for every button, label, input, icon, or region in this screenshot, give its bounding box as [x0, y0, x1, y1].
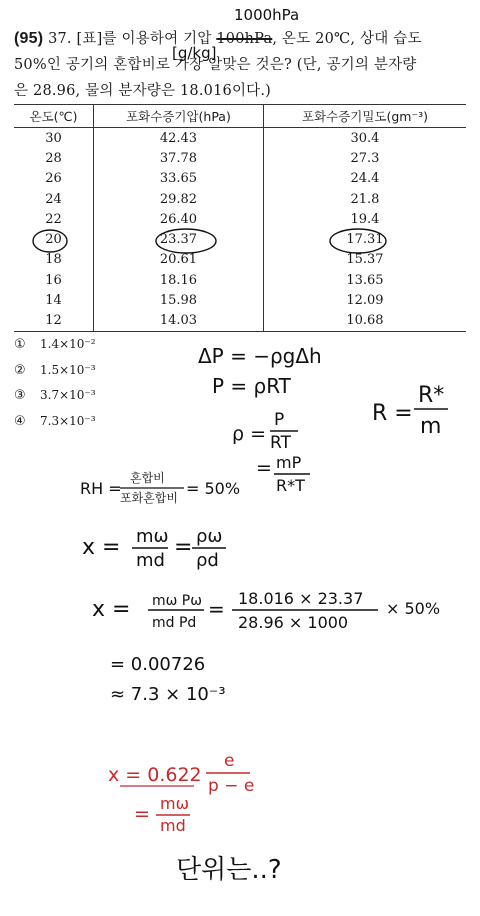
cell-vapor-pressure: 23.37 — [94, 229, 264, 249]
note-red2-num: mω — [160, 794, 189, 813]
cell-vapor-pressure: 29.82 — [94, 189, 264, 209]
note-x-lhs: x = — [82, 535, 121, 560]
question-text-part: , 온도 20℃, 상대 습도 — [272, 31, 422, 47]
note-result: = 0.00726 — [110, 654, 206, 675]
choice-marker: ④ — [14, 413, 26, 429]
note-red-formula: x = 0.622 — [108, 764, 202, 786]
cell-vapor-density: 15.37 — [263, 250, 466, 270]
note-rho2-num: mP — [276, 453, 302, 472]
choice-text: 1.5×10⁻³ — [40, 362, 96, 377]
struck-pressure: 100hPa — [216, 31, 273, 47]
cell-vapor-density: 30.4 — [263, 128, 466, 149]
cell-temperature: 26 — [45, 171, 62, 187]
note-x2-den2: 28.96 × 1000 — [238, 613, 349, 632]
question-text-part: 37. [표]를 이용하여 기압 — [48, 31, 217, 47]
cell-temperature: 30 — [45, 130, 62, 146]
note-x-eq: = — [174, 535, 193, 560]
note-gas-law: P = ρRT — [212, 374, 291, 398]
note-rh-rhs: = 50% — [186, 479, 241, 498]
circle-pressure-2337 — [156, 229, 216, 253]
note-rh-lhs: RH = — [80, 479, 122, 498]
cell-vapor-pressure: 33.65 — [94, 169, 264, 189]
note-r-den: m — [420, 414, 442, 439]
cell-temperature: 12 — [14, 311, 94, 332]
note-x-num1: mω — [136, 526, 169, 547]
note-r-num: R* — [418, 383, 445, 408]
question-line-2: 50%인 공기의 혼합비로 가장 알맞은 것은? (단, 공기의 분자량 — [14, 57, 417, 73]
note-x-num2: ρω — [196, 526, 223, 547]
cell-vapor-density: 12.09 — [263, 290, 466, 310]
choice-marker: ① — [14, 337, 26, 352]
cell-vapor-pressure: 37.78 — [94, 148, 264, 168]
note-hydrostatic: ΔP = −ρgΔh — [198, 344, 322, 368]
note-r-lhs: R = — [372, 401, 413, 426]
cell-vapor-density: 21.8 — [263, 189, 466, 209]
cell-vapor-density: 10.68 — [263, 311, 466, 332]
note-rh-den: 포화혼합비 — [120, 491, 178, 505]
note-rho-den: RT — [270, 433, 291, 453]
note-x-den2: ρd — [196, 550, 219, 571]
cell-vapor-density: 27.3 — [263, 148, 466, 168]
header-vapor-density: 포화수증기밀도(gm⁻³) — [263, 105, 466, 128]
cell-temperature: 22 — [45, 211, 62, 227]
header-temperature: 온도(℃) — [14, 105, 94, 128]
note-units-question: 단위는..? — [176, 855, 282, 885]
cell-vapor-pressure: 14.03 — [94, 311, 264, 332]
choice-text: 1.4×10⁻² — [40, 337, 96, 351]
note-x2-lhs: x = — [92, 597, 131, 622]
note-rh-num: 혼합비 — [130, 471, 165, 485]
choice-marker: ③ — [14, 388, 26, 403]
cell-vapor-density: 19.4 — [263, 209, 466, 229]
note-approx: ≈ 7.3 × 10⁻³ — [110, 684, 226, 705]
circle-density-1731 — [330, 229, 386, 253]
note-red-den: p − e — [208, 776, 255, 796]
circle-temperature-20 — [33, 230, 67, 252]
header-vapor-pressure: 포화수증기압(hPa) — [94, 105, 264, 128]
choice-text: 3.7×10⁻³ — [40, 388, 96, 402]
cell-temperature: 20 — [45, 232, 62, 248]
cell-vapor-density: 13.65 — [263, 270, 466, 290]
note-x2-den1: md Pd — [152, 615, 197, 631]
cell-vapor-density: 24.4 — [263, 169, 466, 189]
cell-temperature: 24 — [45, 191, 62, 207]
note-red2-den: md — [160, 816, 186, 835]
note-rho2-lhs: = — [256, 457, 272, 479]
note-x2-mult: × 50% — [386, 599, 441, 618]
question-number: (95) — [14, 30, 44, 47]
note-x2-num1: mω Pω — [152, 593, 202, 609]
note-x-den1: md — [136, 550, 165, 571]
cell-vapor-pressure: 18.16 — [94, 270, 264, 290]
note-rho-num: P — [274, 410, 285, 430]
note-unit: [g/kg] — [172, 44, 217, 62]
note-rho-lhs: ρ = — [232, 423, 267, 445]
note-rho2-den: R*T — [276, 476, 305, 495]
note-red-num: e — [224, 751, 235, 771]
cell-temperature: 14 — [45, 293, 62, 309]
note-x2-num2: 18.016 × 23.37 — [238, 589, 364, 608]
note-pressure-correction: 1000hPa — [234, 6, 300, 24]
choice-text: 7.3×10⁻³ — [40, 413, 96, 428]
cell-vapor-density: 17.31 — [263, 229, 466, 249]
cell-temperature: 18 — [45, 252, 62, 268]
cell-vapor-pressure: 15.98 — [94, 290, 264, 310]
cell-vapor-pressure: 26.40 — [94, 209, 264, 229]
cell-vapor-pressure: 42.43 — [94, 128, 264, 149]
note-x2-eq: = — [208, 597, 225, 621]
note-red2-lhs: = — [134, 803, 150, 825]
choice-marker: ② — [14, 362, 26, 378]
question-line-3: 은 28.96, 물의 분자량은 18.016이다.) — [14, 83, 272, 99]
cell-temperature: 28 — [45, 150, 62, 166]
cell-vapor-pressure: 20.61 — [94, 250, 264, 270]
cell-temperature: 16 — [45, 272, 62, 288]
